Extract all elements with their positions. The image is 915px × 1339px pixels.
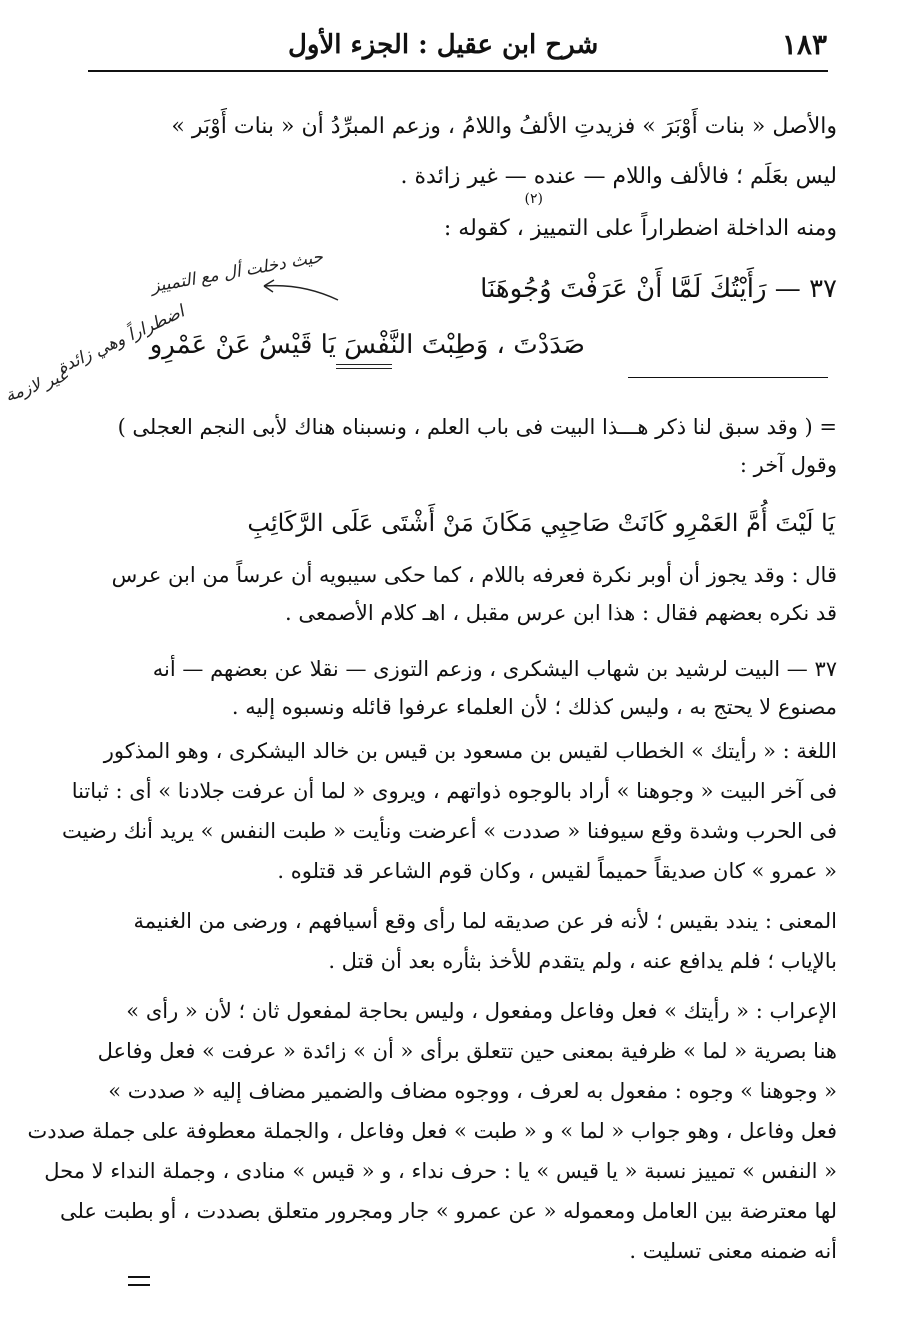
header-rule bbox=[88, 70, 828, 72]
continuation-mark bbox=[128, 1276, 150, 1286]
handwritten-arrow bbox=[262, 276, 342, 306]
handwritten-underline bbox=[336, 364, 392, 365]
footnote-line-11: المعنى : يندد بقيس ؛ لأنه فر عن صديقه لما رأى وقع أسيافهم ، ورضى من الغنيمة bbox=[133, 909, 837, 933]
verse-37-first-hemistich: ٣٧ — رَأَيْتُكَ لَمَّا أَنْ عَرَفْتَ وُجُوهَنَا bbox=[480, 274, 837, 304]
note-marker: (٢) bbox=[524, 191, 543, 207]
footnote-line-18: لها معترضة بين العامل ومعموله « عن عمرو » جار ومجرور متعلق بصددت ، أو بطبت على bbox=[59, 1199, 837, 1223]
footnote-line-3: قال : وقد يجوز أن أوبر نكرة فعرفه باللام ، كما حكى سيبويه أن عرساً من ابن عرس bbox=[111, 563, 837, 587]
footnote-line-17: « النفس » تمييز نسبة « يا قيس » يا : حرف نداء ، و « قيس » منادى ، وجملة النداء لا محل bbox=[44, 1159, 837, 1183]
footnote-line-19: أنه ضمنه معنى تسليت . bbox=[629, 1239, 837, 1263]
verse-37-second-hemistich: صَدَدْتَ ، وَطِبْتَ النَّفْسَ يَا قَيْسُ عَنْ عَمْرِو bbox=[149, 330, 585, 360]
handwritten-note-2: اضطراراً وهي زائدة bbox=[54, 301, 188, 379]
footnote-line-2: وقول آخر : bbox=[739, 453, 837, 477]
footnote-line-5: ٣٧ — البيت لرشيد بن شهاب اليشكرى ، وزعم التوزى — نقلا عن بعضهم — أنه bbox=[152, 657, 837, 681]
footnote-line-10: « عمرو » كان صديقاً حميماً لقيس ، وكان قوم الشاعر قد قتلوه . bbox=[277, 859, 837, 883]
footnote-line-1: = ( وقد سبق لنا ذكر هـــذا البيت فى باب العلم ، ونسبناه هناك لأبى النجم العجلى ) bbox=[117, 415, 837, 439]
footnote-line-4: قد نكره بعضهم فقال : هذا ابن عرس مقبل ، اهـ كلام الأصمعى . bbox=[284, 601, 837, 625]
body-line-2: ليس بعَلَم ؛ فالألف واللام — عنده — غير زائدة . bbox=[400, 164, 837, 189]
footnote-line-13: الإعراب : « رأيتك » فعل وفاعل ومفعول ، وليس بحاجة لمفعول ثان ؛ لأن « رأى » bbox=[126, 999, 837, 1023]
footnote-line-8: فى آخر البيت « وجوهنا » أراد بالوجوه ذواتهم ، ويروى « لما أن عرفت جلادنا » أى : ثباتنا bbox=[71, 779, 837, 803]
page-header bbox=[88, 22, 827, 70]
page-number: ١٨٣ bbox=[781, 28, 827, 61]
footnote-line-16: فعل وفاعل ، وهو جواب « لما » و « طبت » فعل وفاعل ، والجملة معطوفة على جملة صددت bbox=[27, 1119, 837, 1143]
handwritten-underline-2 bbox=[336, 368, 392, 369]
footnote-line-9: فى الحرب وشدة وقع سيوفنا « صددت » أعرضت ونأيت « طبت النفس » يريد أنك رضيت bbox=[61, 819, 837, 843]
footnote-separator bbox=[628, 377, 828, 378]
body-line-1: والأصل « بنات أَوْبَرَ » فزيدتِ الألفُ واللامُ ، وزعم المبرِّدُ أن « بنات أَوْبَر » bbox=[171, 114, 837, 139]
handwritten-note-1: حيث دخلت أل مع التمييز bbox=[149, 247, 325, 297]
footnote-line-14: هنا بصرية « لما » ظرفية بمعنى حين تتعلق برأى « أن » زائدة « عرفت » فعل وفاعل bbox=[97, 1039, 837, 1063]
handwritten-note-3: غير لازمة bbox=[2, 365, 71, 407]
running-title: شرح ابن عقيل : الجزء الأول bbox=[288, 30, 599, 60]
body-line-3: ومنه الداخلة اضطراراً على التمييز ، كقوله : bbox=[443, 216, 837, 241]
footnote-line-12: بالإياب ؛ فلم يدافع عنه ، ولم يتقدم للأخذ بثأره بعد أن قتل . bbox=[328, 949, 837, 973]
footnote-line-15: « وجوهنا » وجوه : مفعول به لعرف ، ووجوه مضاف والضمير مضاف إليه « صددت » bbox=[108, 1079, 837, 1103]
footnote-line-6: مصنوع لا يحتج به ، وليس كذلك ؛ لأن العلماء عرفوا قائله ونسبوه إليه . bbox=[231, 695, 837, 719]
footnote-line-7: اللغة : « رأيتك » الخطاب لقيس بن مسعود بن قيس بن خالد اليشكرى ، وهو المذكور bbox=[103, 739, 837, 763]
footnote-verse: يَا لَيْتَ أُمَّ العَمْرِو كَانَتْ صَاحِبِي مَكَانَ مَنْ أَشْتَى عَلَى الرَّكَائِبِ bbox=[247, 509, 835, 537]
